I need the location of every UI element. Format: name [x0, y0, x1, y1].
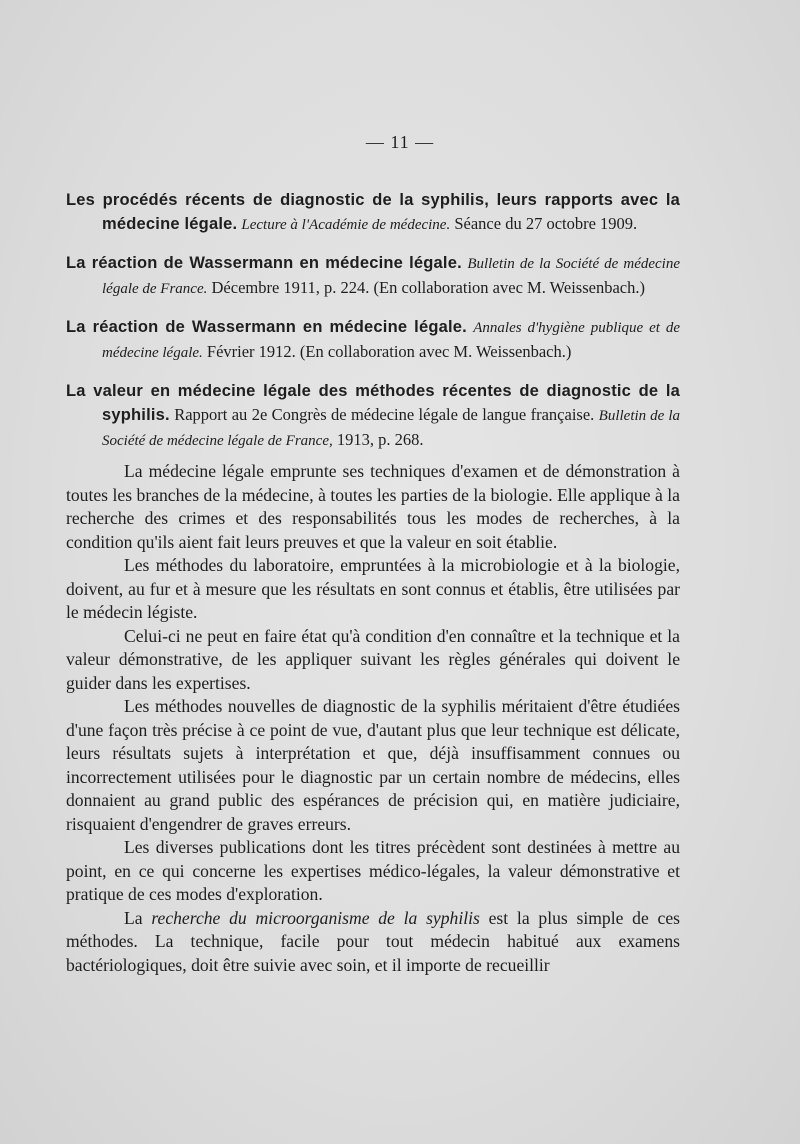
paragraph-italic: recherche du microorganisme de la syphilis	[151, 907, 480, 928]
reference-item	[66, 188, 680, 237]
reference-details: Février 1912. (En collaboration avec M. Weissenbach.)	[202, 342, 572, 361]
paragraph: Les méthodes nouvelles de diagnostic de la syphilis méritaient d'être étudiées d'une façon très précise à ce point de vue, d'autant plus que leur technique est délicate, leurs résultats sujets à interprétation et que, déjà insuffisamment connues ou incorrectement utilisées pour le diagnostic par un certain nombre de médecins, elles donnaient au grand public des espérances de précision qui, en matière judiciaire, risquaient d'engendrer de graves erreurs.	[66, 696, 680, 834]
reference-title: Les procédés récents de diagnostic de la syphilis, leurs rapports avec la médecine légale.	[66, 191, 680, 233]
body-text	[66, 460, 680, 977]
reference-title: La valeur en médecine légale des méthodes récentes de diagnostic de la syphilis.	[66, 382, 680, 424]
reference-item	[66, 315, 680, 365]
reference-details: Séance du 27 octobre 1909.	[450, 214, 638, 233]
reference-list	[66, 188, 680, 467]
reference-title: La réaction de Wassermann en médecine légale.	[66, 254, 462, 272]
reference-details: Décembre 1911, p. 224. (En collaboration avec M. Weissenbach.)	[207, 278, 645, 297]
paragraph: Les méthodes du laboratoire, empruntées à la microbiologie et à la biologie, doivent, au fur et à mesure que les résultats en sont connus et établis, être utilisées par le médecin légiste.	[66, 555, 680, 622]
paragraph: Celui-ci ne peut en faire état qu'à condition d'en connaître et la technique et la valeur démonstrative, de les appliquer suivant les règles générales qui doivent le guider dans les expertises.	[66, 625, 680, 693]
reference-source: Lecture à l'Académie de médecine.	[241, 217, 451, 233]
reference-source: Bulletin de la Société de médecine légale de France,	[102, 408, 680, 449]
paragraph-text: La	[124, 907, 152, 928]
page-number: — 11 —	[365, 132, 435, 152]
reference-source: Bulletin de la Société de médecine légale de France.	[102, 256, 680, 297]
reference-source: Annales d'hygiène publique et de médecine légale.	[102, 320, 680, 361]
reference-details: 1913, p. 268.	[332, 430, 424, 449]
paragraph	[66, 907, 680, 978]
paragraph-text: est la plus simple de ces méthodes. La technique, facile pour tout médecin habitué aux examens bactériologiques, doit être suivie avec soin, et il importe de recueillir	[66, 907, 680, 975]
reference-item	[66, 251, 680, 301]
paragraph: Les diverses publications dont les titres précèdent sont destinées à mettre au point, en ce qui concerne les expertises médico-légales, la valeur démonstrative et pratique de ces modes d'exploration.	[66, 837, 680, 904]
reference-details: Rapport au 2e Congrès de médecine légale de langue française.	[169, 405, 599, 424]
reference-title: La réaction de Wassermann en médecine légale.	[66, 318, 467, 336]
reference-item	[66, 379, 680, 453]
paragraph: La médecine légale emprunte ses techniques d'examen et de démonstration à toutes les branches de la médecine, à toutes les parties de la biologie. Elle applique à la recherche des crimes et des responsabilités tous les modes de recherches, à la condition qu'ils aient fait leurs preuves et que la valeur en soit établie.	[66, 461, 680, 552]
